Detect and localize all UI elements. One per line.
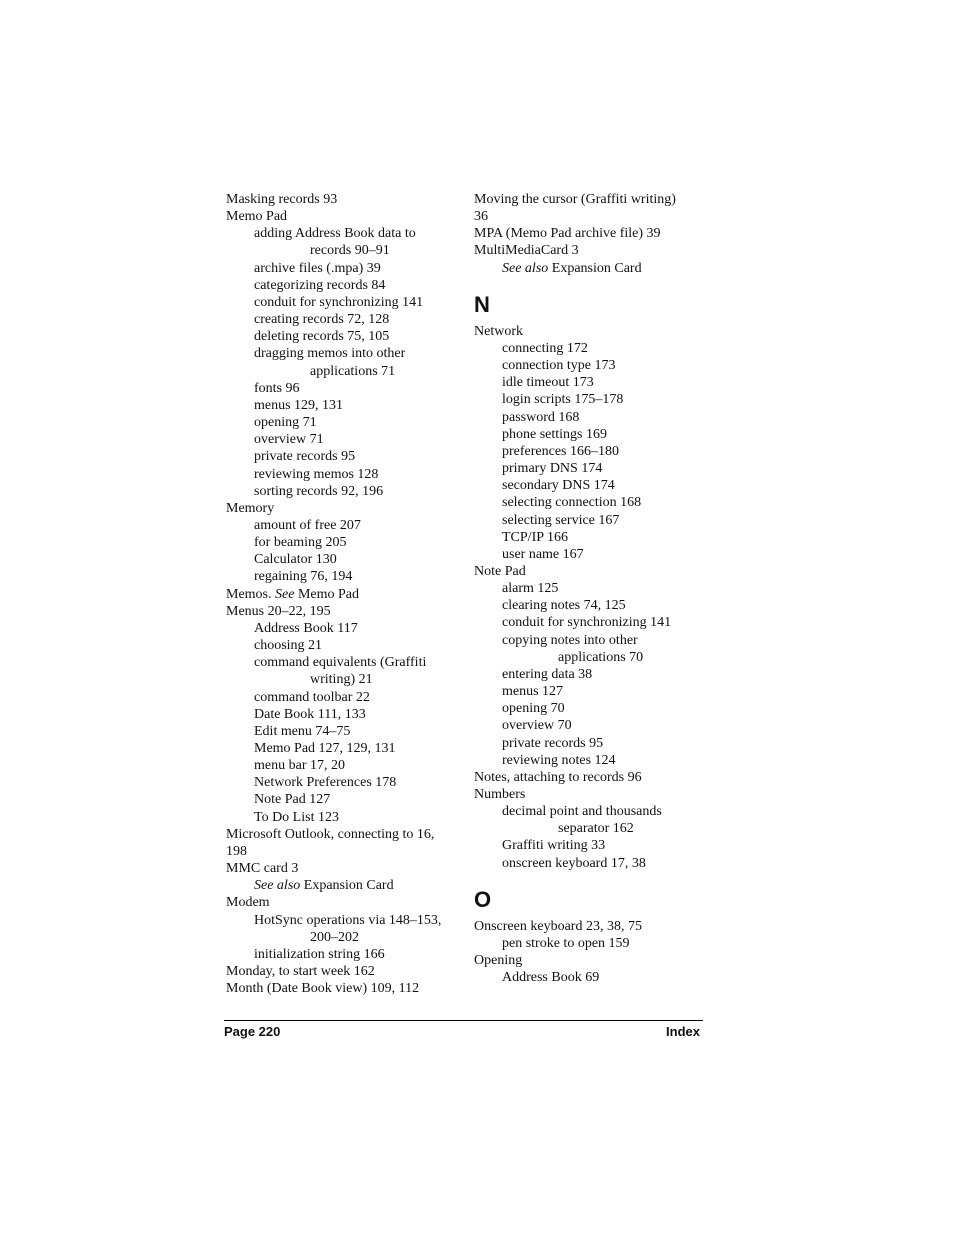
entry-text: separator 162 — [558, 821, 634, 837]
index-subentry — [226, 345, 461, 362]
entry-text: password 168 — [502, 409, 580, 425]
index-entry-continuation — [474, 649, 706, 666]
entry-text: onscreen keyboard 17, 38 — [502, 855, 646, 871]
entry-text: overview 70 — [502, 718, 572, 734]
index-subentry — [226, 466, 461, 483]
entry-text: Edit menu 74–75 — [254, 723, 351, 739]
index-subentry — [226, 551, 461, 568]
index-subentry — [474, 409, 706, 426]
index-subentry — [474, 460, 706, 477]
entry-text: Network Preferences 178 — [254, 775, 397, 791]
entry-text: selecting service 167 — [502, 512, 620, 528]
index-entry — [226, 826, 461, 843]
entry-text: reviewing notes 124 — [502, 752, 616, 768]
entry-text: Moving the cursor (Graffiti writing) — [474, 192, 676, 207]
index-subentry — [474, 666, 706, 683]
index-entry — [474, 323, 706, 340]
index-subentry — [474, 529, 706, 546]
index-entry-continuation — [226, 929, 461, 946]
entry-text: clearing notes 74, 125 — [502, 598, 626, 614]
entry-text: MMC card 3 — [226, 861, 299, 877]
index-entry — [474, 769, 706, 786]
entry-text: Menus 20–22, 195 — [226, 603, 331, 619]
entry-text: TCP/IP 166 — [502, 529, 568, 545]
entry-text: adding Address Book data to — [254, 226, 416, 242]
entry-text: Memo Pad 127, 129, 131 — [254, 741, 396, 756]
index-subentry — [226, 637, 461, 654]
index-subentry — [226, 397, 461, 414]
entry-text: connecting 172 — [502, 340, 588, 356]
entry-text: alarm 125 — [502, 581, 559, 597]
index-subentry — [226, 380, 461, 397]
index-entry — [474, 563, 706, 580]
entry-text: secondary DNS 174 — [502, 478, 615, 494]
entry-text: Opening — [474, 953, 523, 969]
index-entry — [226, 980, 461, 997]
entry-text: opening 71 — [254, 415, 317, 431]
index-entry-continuation — [226, 363, 461, 380]
entry-text: entering data 38 — [502, 666, 593, 682]
entry-text: Expansion Card — [548, 260, 642, 276]
entry-text: menu bar 17, 20 — [254, 758, 345, 774]
index-subentry — [226, 431, 461, 448]
entry-text: overview 71 — [254, 432, 324, 448]
entry-text: Masking records 93 — [226, 192, 338, 207]
index-subentry — [226, 757, 461, 774]
index-entry — [474, 786, 706, 803]
entry-text: Monday, to start week 162 — [226, 964, 375, 980]
entry-text: archive files (.mpa) 39 — [254, 260, 381, 276]
entry-text: sorting records 92, 196 — [254, 483, 384, 499]
index-subentry — [474, 374, 706, 391]
index-entry-continuation — [226, 671, 461, 688]
entry-text: dragging memos into other — [254, 346, 406, 362]
index-subentry — [226, 912, 461, 929]
index-entry — [226, 603, 461, 620]
index-entry — [226, 191, 461, 208]
index-subentry — [474, 683, 706, 700]
index-subentry — [474, 735, 706, 752]
entry-text: Month (Date Book view) 109, 112 — [226, 981, 420, 997]
entry-text: command toolbar 22 — [254, 689, 370, 705]
index-subentry — [474, 752, 706, 769]
entry-text: reviewing memos 128 — [254, 466, 379, 482]
index-subentry — [474, 546, 706, 563]
index-subentry — [474, 477, 706, 494]
entry-text: 36 — [474, 209, 488, 225]
footer-rule — [224, 1020, 703, 1021]
entry-text: Graffiti writing 33 — [502, 838, 606, 854]
index-entry — [474, 225, 706, 242]
index-letter-heading: N — [474, 291, 490, 317]
entry-text: applications 71 — [310, 363, 396, 379]
index-entry-continuation — [226, 242, 461, 259]
index-subentry — [474, 512, 706, 529]
index-subentry — [474, 357, 706, 374]
entry-text: pen stroke to open 159 — [502, 935, 630, 951]
index-subentry — [226, 723, 461, 740]
index-subentry — [226, 311, 461, 328]
index-subentry — [226, 328, 461, 345]
entry-text: command equivalents (Graffiti — [254, 655, 427, 671]
entry-text: To Do List 123 — [254, 809, 339, 825]
entry-text: Memory — [226, 500, 275, 516]
entry-text: creating records 72, 128 — [254, 312, 390, 328]
entry-text: menus 127 — [502, 684, 564, 700]
index-subentry — [226, 654, 461, 671]
entry-text: decimal point and thousands — [502, 804, 662, 820]
footer-page-number: Page 220 — [224, 1024, 281, 1039]
entry-text: MultiMediaCard 3 — [474, 243, 579, 259]
index-subentry — [474, 969, 706, 986]
entry-text: Address Book 69 — [502, 970, 600, 986]
index-subentry — [474, 837, 706, 854]
entry-text: private records 95 — [254, 449, 356, 465]
footer-section-title: Index — [666, 1024, 700, 1039]
index-subentry — [474, 855, 706, 872]
entry-text: Memo Pad — [294, 586, 359, 602]
index-subentry — [226, 706, 461, 723]
entry-text: categorizing records 84 — [254, 277, 386, 293]
index-subentry — [474, 717, 706, 734]
index-column-left — [226, 191, 461, 997]
index-entry — [226, 894, 461, 911]
entry-text: preferences 166–180 — [502, 443, 620, 459]
index-subentry — [226, 225, 461, 242]
entry-text: for beaming 205 — [254, 535, 347, 551]
index-subentry — [474, 580, 706, 597]
index-entry — [226, 500, 461, 517]
entry-text: deleting records 75, 105 — [254, 329, 390, 345]
entry-text: private records 95 — [502, 735, 604, 751]
index-entry — [474, 918, 706, 935]
entry-text: idle timeout 173 — [502, 375, 594, 391]
index-letter-heading: O — [474, 886, 492, 912]
entry-text: copying notes into other — [502, 632, 638, 648]
index-subentry — [226, 774, 461, 791]
entry-text: selecting connection 168 — [502, 495, 642, 511]
entry-text: Calculator 130 — [254, 552, 337, 568]
entry-text: amount of free 207 — [254, 517, 361, 533]
entry-text: initialization string 166 — [254, 946, 385, 962]
entry-text: Microsoft Outlook, connecting to 16, — [226, 826, 435, 842]
index-subentry — [226, 809, 461, 826]
entry-text: applications 70 — [558, 649, 644, 665]
index-subentry — [474, 700, 706, 717]
index-subentry — [474, 340, 706, 357]
index-subentry — [226, 791, 461, 808]
entry-text: MPA (Memo Pad archive file) 39 — [474, 226, 661, 242]
entry-text: 198 — [226, 843, 247, 859]
entry-text-prefix: Memos. — [226, 586, 275, 602]
index-entry — [226, 843, 461, 860]
entry-text: phone settings 169 — [502, 426, 607, 442]
entry-text: fonts 96 — [254, 380, 300, 396]
index-subentry — [474, 426, 706, 443]
index-subentry — [226, 517, 461, 534]
entry-text: Memo Pad — [226, 209, 288, 225]
see-reference: See — [275, 586, 295, 602]
entry-text: 200–202 — [310, 929, 359, 945]
entry-text: Modem — [226, 895, 270, 911]
entry-text: Date Book 111, 133 — [254, 706, 366, 722]
index-subentry — [474, 935, 706, 952]
index-entry — [474, 952, 706, 969]
entry-text: Note Pad 127 — [254, 792, 331, 808]
entry-text: conduit for synchronizing 141 — [254, 294, 424, 310]
entry-text: menus 129, 131 — [254, 397, 344, 413]
index-subentry — [474, 632, 706, 649]
index-entry — [226, 963, 461, 980]
index-subentry — [474, 803, 706, 820]
entry-text: Network — [474, 323, 523, 339]
index-subentry — [226, 620, 461, 637]
index-entry — [226, 860, 461, 877]
index-subentry — [226, 740, 461, 757]
index-subentry — [226, 483, 461, 500]
index-subentry — [474, 614, 706, 631]
entry-text: user name 167 — [502, 546, 584, 562]
entry-text: HotSync operations via 148–153, — [254, 912, 442, 928]
index-subentry — [226, 689, 461, 706]
index-subentry — [474, 391, 706, 408]
index-subentry — [226, 414, 461, 431]
index-entry — [226, 208, 461, 225]
see-reference: See also — [254, 878, 301, 894]
index-subentry — [226, 294, 461, 311]
index-entry — [474, 208, 706, 225]
index-entry — [474, 191, 706, 208]
index-entry — [226, 586, 461, 603]
entry-text: Address Book 117 — [254, 620, 358, 636]
entry-text: Numbers — [474, 787, 526, 802]
index-subentry — [226, 534, 461, 551]
entry-text: Onscreen keyboard 23, 38, 75 — [474, 918, 642, 934]
entry-text: opening 70 — [502, 701, 565, 717]
index-subentry — [474, 260, 706, 277]
entry-text: Notes, attaching to records 96 — [474, 769, 642, 785]
index-subentry — [226, 260, 461, 277]
entry-text: Expansion Card — [300, 878, 394, 894]
entry-text: connection type 173 — [502, 358, 616, 374]
entry-text: login scripts 175–178 — [502, 392, 624, 408]
see-reference: See also — [502, 260, 549, 276]
entry-text: writing) 21 — [310, 672, 373, 688]
index-entry-continuation — [474, 820, 706, 837]
entry-text: conduit for synchronizing 141 — [502, 615, 672, 631]
entry-text: regaining 76, 194 — [254, 569, 353, 585]
index-subentry — [474, 443, 706, 460]
index-subentry — [474, 494, 706, 511]
entry-text: records 90–91 — [310, 243, 390, 259]
index-column-right — [474, 191, 706, 986]
index-subentry — [226, 277, 461, 294]
entry-text: choosing 21 — [254, 638, 323, 654]
index-subentry — [226, 568, 461, 585]
index-subentry — [226, 946, 461, 963]
index-subentry — [474, 597, 706, 614]
index-subentry — [226, 448, 461, 465]
entry-text: primary DNS 174 — [502, 461, 603, 477]
index-subentry — [226, 877, 461, 894]
index-entry — [474, 242, 706, 259]
entry-text: Note Pad — [474, 563, 526, 579]
